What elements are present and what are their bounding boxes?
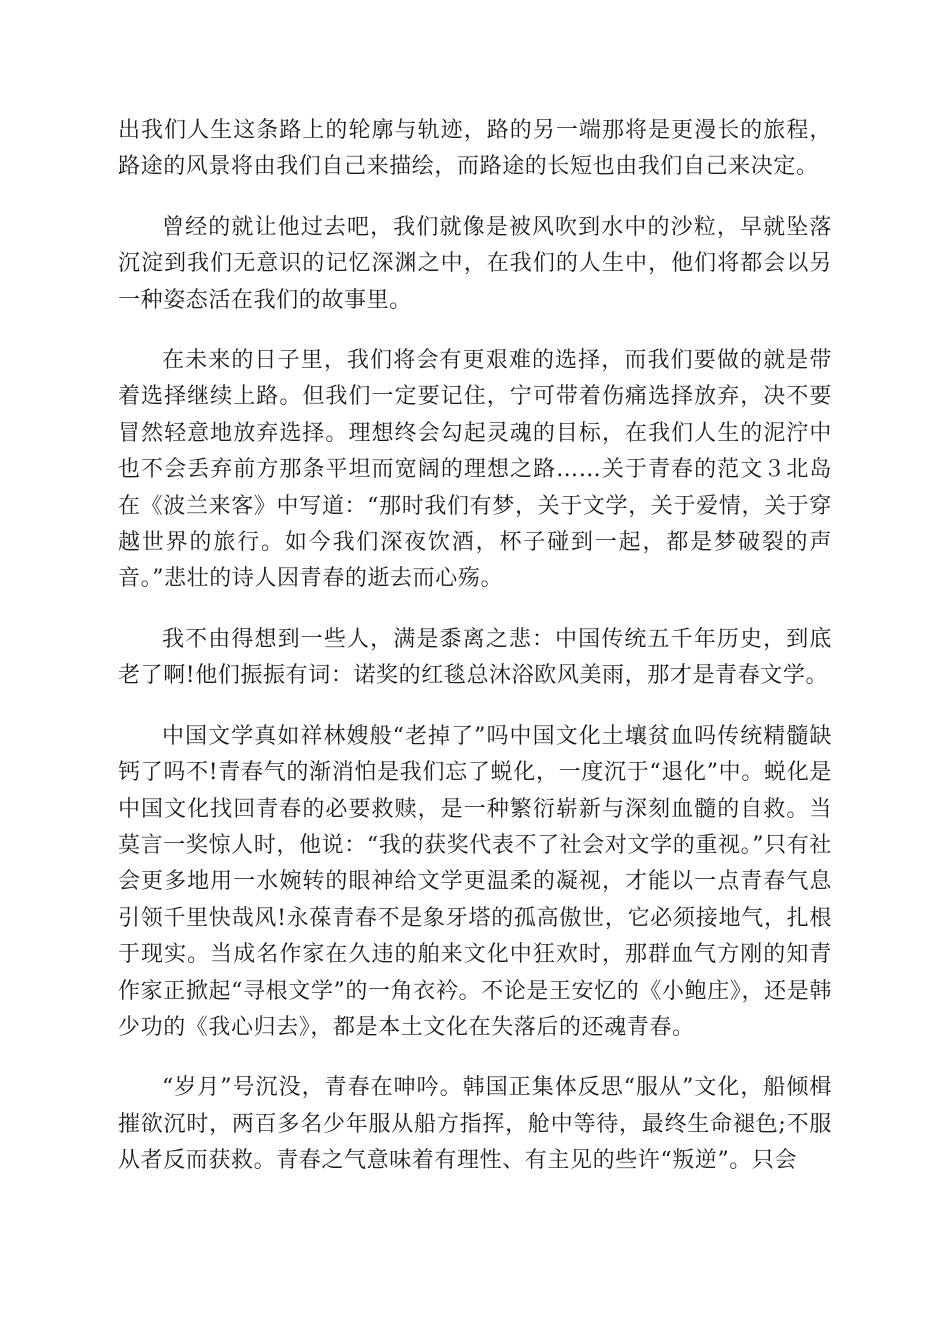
paragraph-1: 出我们人生这条路上的轮廓与轨迹，路的另一端那将是更漫长的旅程，路途的风景将由我们自己来描绘，而路途的长短也由我们自己来决定。 <box>118 118 832 180</box>
paragraph-2: 曾经的就让他过去吧，我们就像是被风吹到水中的沙粒，早就坠落沉淀到我们无意识的记忆深渊之中，在我们的人生中，他们将都会以另一种姿态活在我们的故事里。 <box>118 214 832 313</box>
paragraph-3: 在未来的日子里，我们将会有更艰难的选择，而我们要做的就是带着选择继续上路。但我们一定要记住，宁可带着伤痛选择放弃，决不要冒然轻意地放弃选择。理想终会勾起灵魂的目标，在我们人生的泥泞中也不会丢弃前方那条平坦而宽阔的理想之路……关于青春的范文３北岛在《波兰来客》中写道：“那时我们有梦，关于文学，关于爱情，关于穿越世界的旅行。如今我们深夜饮酒，杯子碰到一起，都是梦破裂的声音。”悲壮的诗人因青春的逝去而心殇。 <box>118 348 832 592</box>
paragraph-5: 中国文学真如祥林嫂般“老掉了”吗中国文化土壤贫血吗传统精髓缺钙了吗不!青春气的渐消怕是我们忘了蜕化，一度沉于“退化”中。蜕化是中国文化找回青春的必要救赎，是一种繁衍崭新与深刻血髓的自救。当莫言一奖惊人时，他说：“我的获奖代表不了社会对文学的重视。”只有社会更多地用一水婉转的眼神给文学更温柔的凝视，才能以一点青春气息引领千里快哉风!永葆青春不是象牙塔的孤高傲世，它必须接地气，扎根于现实。当成名作家在久违的舶来文化中狂欢时，那群血气方刚的知青作家正掀起“寻根文学”的一角衣衿。不论是王安忆的《小鲍庄》，还是韩少功的《我心归去》，都是本土文化在失落后的还魂青春。 <box>118 723 832 1040</box>
paragraph-6: “岁月”号沉没，青春在呻吟。韩国正集体反思“服从”文化，船倾楫摧欲沉时，两百多名少年服从船方指挥，舱中等待，最终生命褪色;不服从者反而获救。青春之气意味着有理性、有主见的些许“叛逆”。只会 <box>118 1075 832 1174</box>
document-body <box>118 113 832 1204</box>
paragraph-4: 我不由得想到一些人，满是黍离之悲：中国传统五千年历史，到底老了啊!他们振振有词：诺奖的红毯总沐浴欧风美雨，那才是青春文学。 <box>118 626 832 689</box>
